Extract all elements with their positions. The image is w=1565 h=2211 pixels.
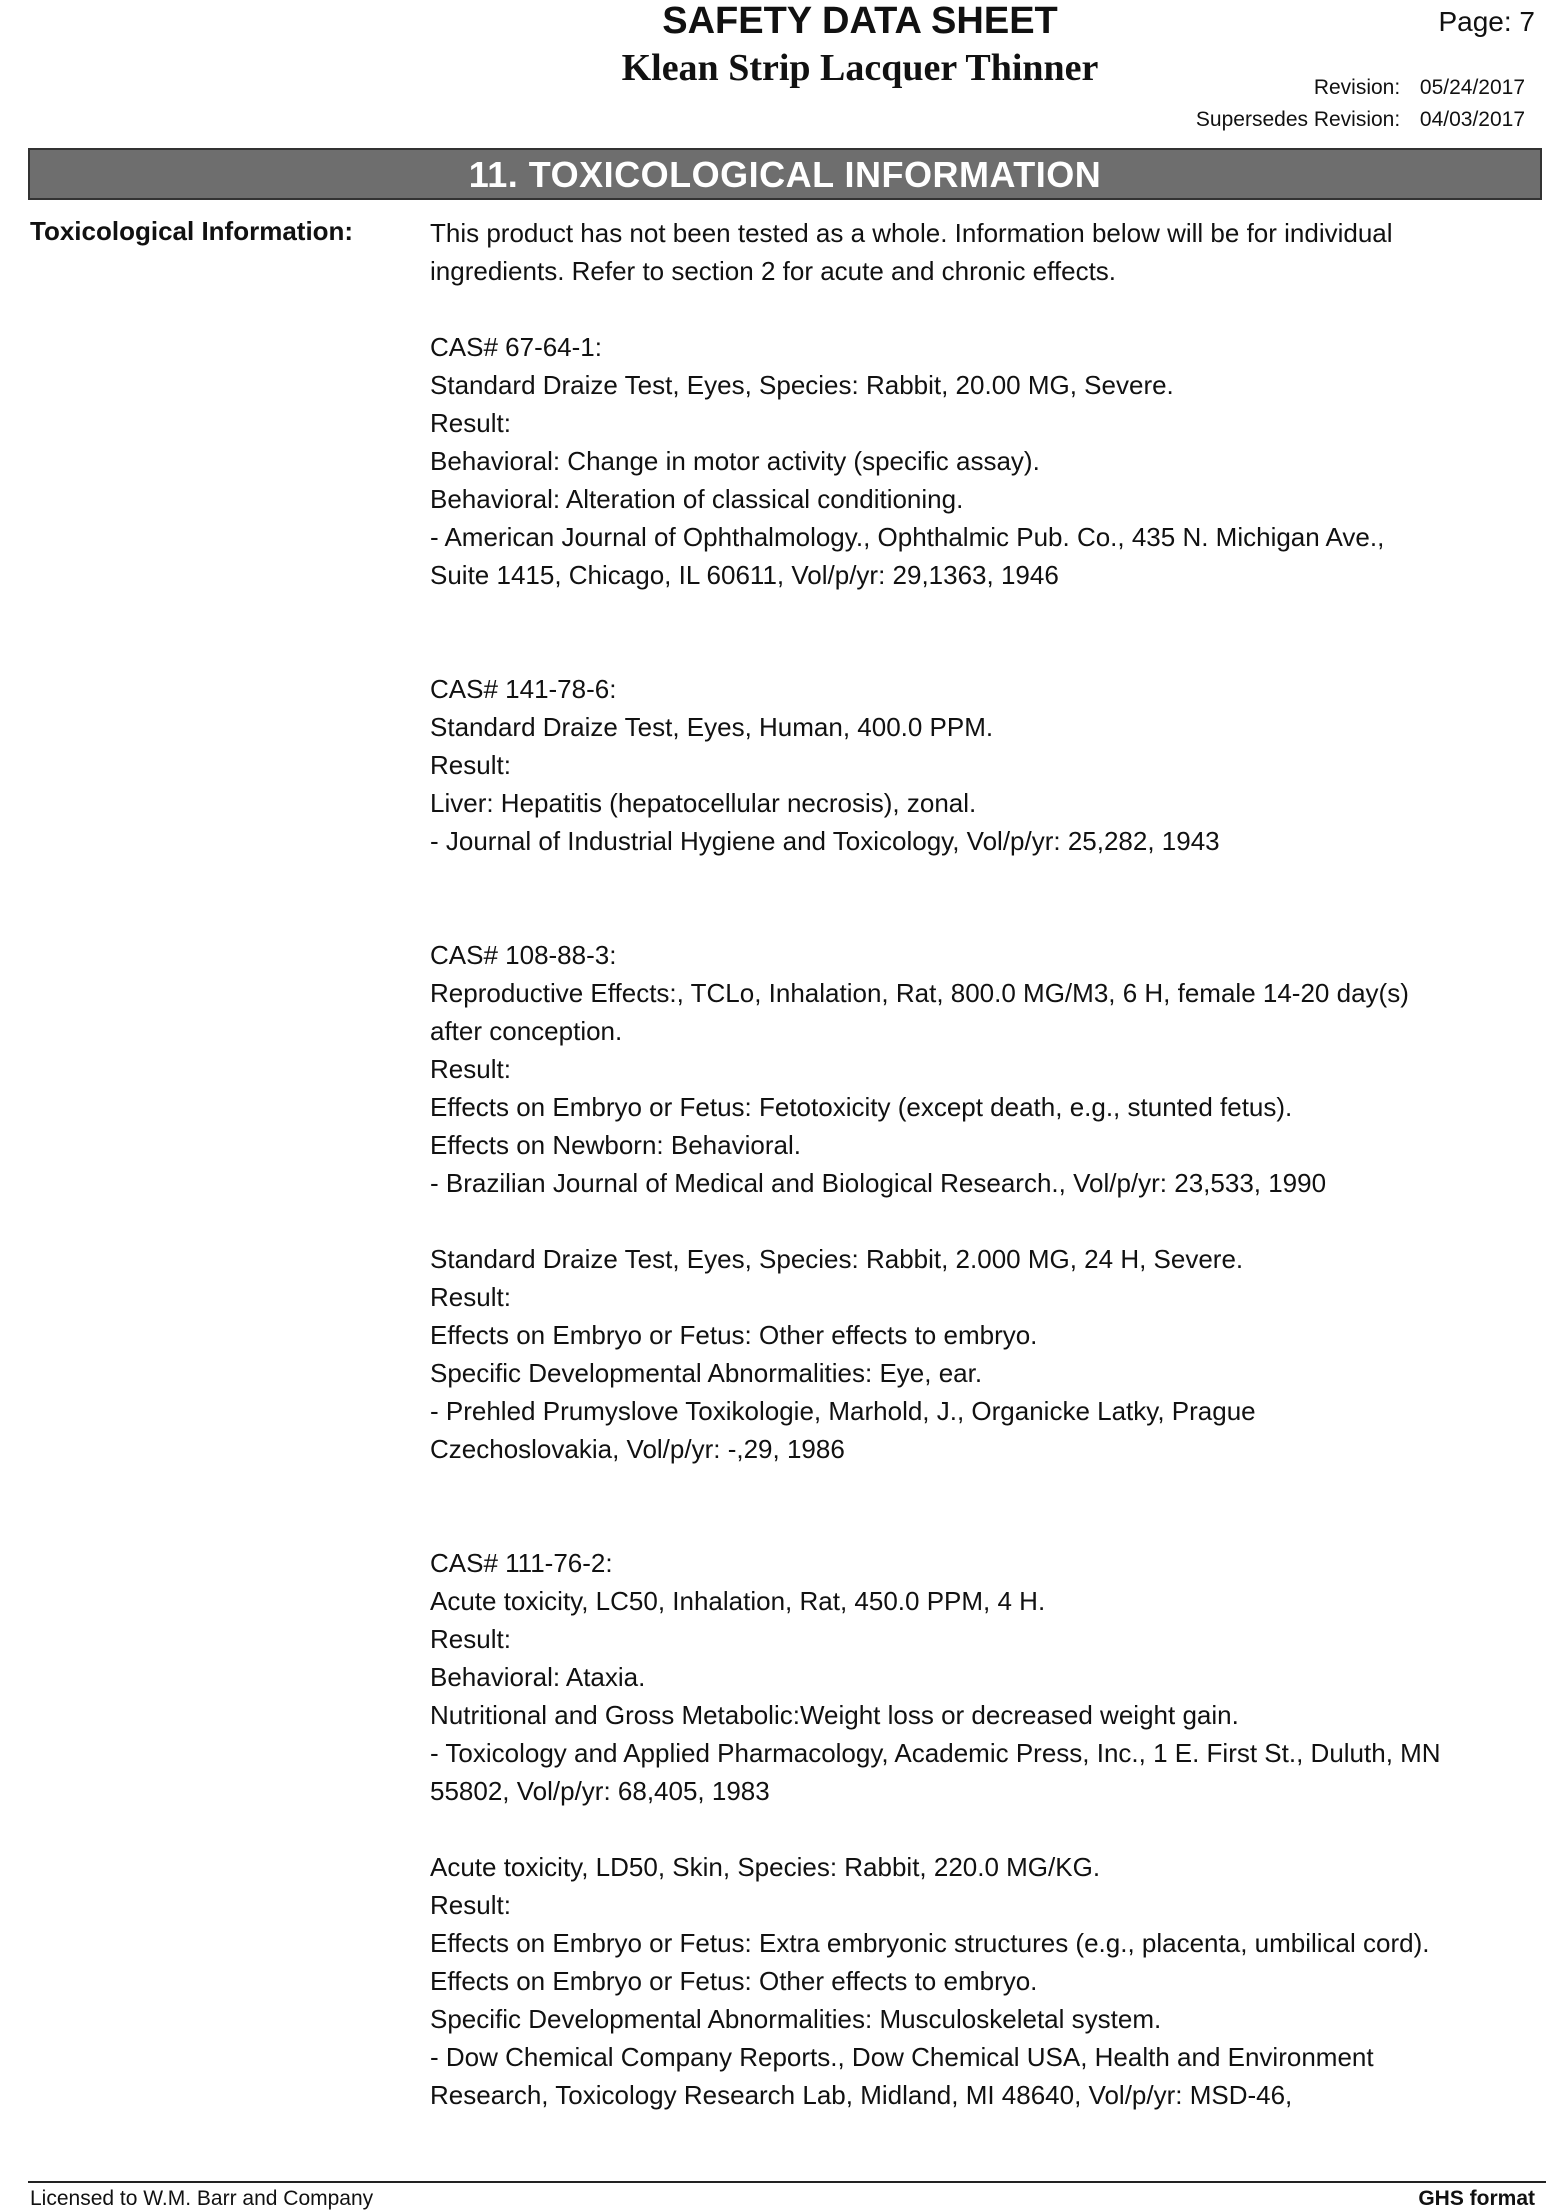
result-label: Result: — [430, 1624, 511, 1654]
intro-line: This product has not been tested as a whole. Information below will be for individual — [430, 218, 1393, 248]
reference-line: Research, Toxicology Research Lab, Midland, MI 48640, Vol/p/yr: MSD-46, — [430, 2080, 1293, 2110]
document-title: SAFETY DATA SHEET — [662, 0, 1058, 42]
test-line: Reproductive Effects:, TCLo, Inhalation, Rat, 800.0 MG/M3, 6 H, female 14-20 day(s) — [430, 978, 1409, 1008]
footer-divider — [28, 2181, 1546, 2183]
cas-block-141-78-6 — [430, 670, 1540, 860]
effect-line: Effects on Embryo or Fetus: Fetotoxicity (except death, e.g., stunted fetus). — [430, 1092, 1293, 1122]
test-line: after conception. — [430, 1016, 623, 1046]
cas-block-111-76-2 — [430, 1544, 1540, 2114]
toxicological-info-body — [430, 214, 1540, 2114]
reference-line: - Journal of Industrial Hygiene and Toxicology, Vol/p/yr: 25,282, 1943 — [430, 826, 1220, 856]
section-title: 11. TOXICOLOGICAL INFORMATION — [468, 154, 1102, 195]
test-line: Acute toxicity, LC50, Inhalation, Rat, 450.0 PPM, 4 H. — [430, 1586, 1046, 1616]
cas-number: CAS# 141-78-6: — [430, 674, 617, 704]
test-line: Acute toxicity, LD50, Skin, Species: Rabbit, 220.0 MG/KG. — [430, 1852, 1101, 1882]
reference-line: - Prehled Prumyslove Toxikologie, Marhold, J., Organicke Latky, Prague — [430, 1396, 1256, 1426]
intro-line: ingredients. Refer to section 2 for acute and chronic effects. — [430, 256, 1117, 286]
format-text: GHS format — [1418, 2187, 1535, 2210]
cas-number: CAS# 108-88-3: — [430, 940, 617, 970]
product-name: Klean Strip Lacquer Thinner — [621, 47, 1099, 89]
reference-line: Czechoslovakia, Vol/p/yr: -,29, 1986 — [430, 1434, 845, 1464]
test-line: Standard Draize Test, Eyes, Species: Rabbit, 2.000 MG, 24 H, Severe. — [430, 1244, 1244, 1274]
effect-line: Effects on Embryo or Fetus: Other effects to embryo. — [430, 1966, 1038, 1996]
test-line: Standard Draize Test, Eyes, Human, 400.0 PPM. — [430, 712, 994, 742]
effect-line: Effects on Newborn: Behavioral. — [430, 1130, 801, 1160]
revision-label: Revision: — [1313, 76, 1401, 99]
test-line: Standard Draize Test, Eyes, Species: Rabbit, 20.00 MG, Severe. — [430, 370, 1174, 400]
cas-number: CAS# 67-64-1: — [430, 332, 602, 362]
reference-line: - Dow Chemical Company Reports., Dow Chemical USA, Health and Environment — [430, 2042, 1374, 2072]
effect-line: Nutritional and Gross Metabolic:Weight loss or decreased weight gain. — [430, 1700, 1239, 1730]
result-label: Result: — [430, 1282, 511, 1312]
result-label: Result: — [430, 750, 511, 780]
reference-line: - Brazilian Journal of Medical and Biological Research., Vol/p/yr: 23,533, 1990 — [430, 1168, 1327, 1198]
reference-line: - American Journal of Ophthalmology., Ophthalmic Pub. Co., 435 N. Michigan Ave., — [430, 522, 1385, 552]
license-text: Licensed to W.M. Barr and Company — [30, 2187, 374, 2210]
effect-line: Specific Developmental Abnormalities: Musculoskeletal system. — [430, 2004, 1162, 2034]
result-label: Result: — [430, 1054, 511, 1084]
effect-line: Behavioral: Change in motor activity (specific assay). — [430, 446, 1040, 476]
revision-line — [1314, 76, 1525, 100]
section-header-bar — [28, 148, 1542, 200]
effect-line: Effects on Embryo or Fetus: Other effects to embryo. — [430, 1320, 1038, 1350]
supersedes-label: Supersedes Revision: — [1195, 108, 1401, 131]
result-label: Result: — [430, 1890, 511, 1920]
supersedes-date: 04/03/2017 — [1419, 108, 1525, 131]
effect-line: Effects on Embryo or Fetus: Extra embryonic structures (e.g., placenta, umbilical cord). — [430, 1928, 1430, 1958]
reference-line: Suite 1415, Chicago, IL 60611, Vol/p/yr: 29,1363, 1946 — [430, 560, 1059, 590]
cas-block-67-64-1 — [430, 328, 1540, 594]
cas-block-108-88-3 — [430, 936, 1540, 1468]
supersedes-line — [1196, 108, 1525, 132]
page-number: Page: 7 — [1438, 6, 1535, 37]
effect-line: Specific Developmental Abnormalities: Eye, ear. — [430, 1358, 983, 1388]
effect-line: Liver: Hepatitis (hepatocellular necrosis), zonal. — [430, 788, 977, 818]
toxicological-info-label: Toxicological Information: — [30, 216, 354, 246]
result-label: Result: — [430, 408, 511, 438]
effect-line: Behavioral: Ataxia. — [430, 1662, 646, 1692]
reference-line: - Toxicology and Applied Pharmacology, Academic Press, Inc., 1 E. First St., Duluth, MN — [430, 1738, 1441, 1768]
reference-line: 55802, Vol/p/yr: 68,405, 1983 — [430, 1776, 770, 1806]
revision-date: 05/24/2017 — [1419, 76, 1525, 99]
effect-line: Behavioral: Alteration of classical conditioning. — [430, 484, 964, 514]
cas-number: CAS# 111-76-2: — [430, 1548, 613, 1578]
